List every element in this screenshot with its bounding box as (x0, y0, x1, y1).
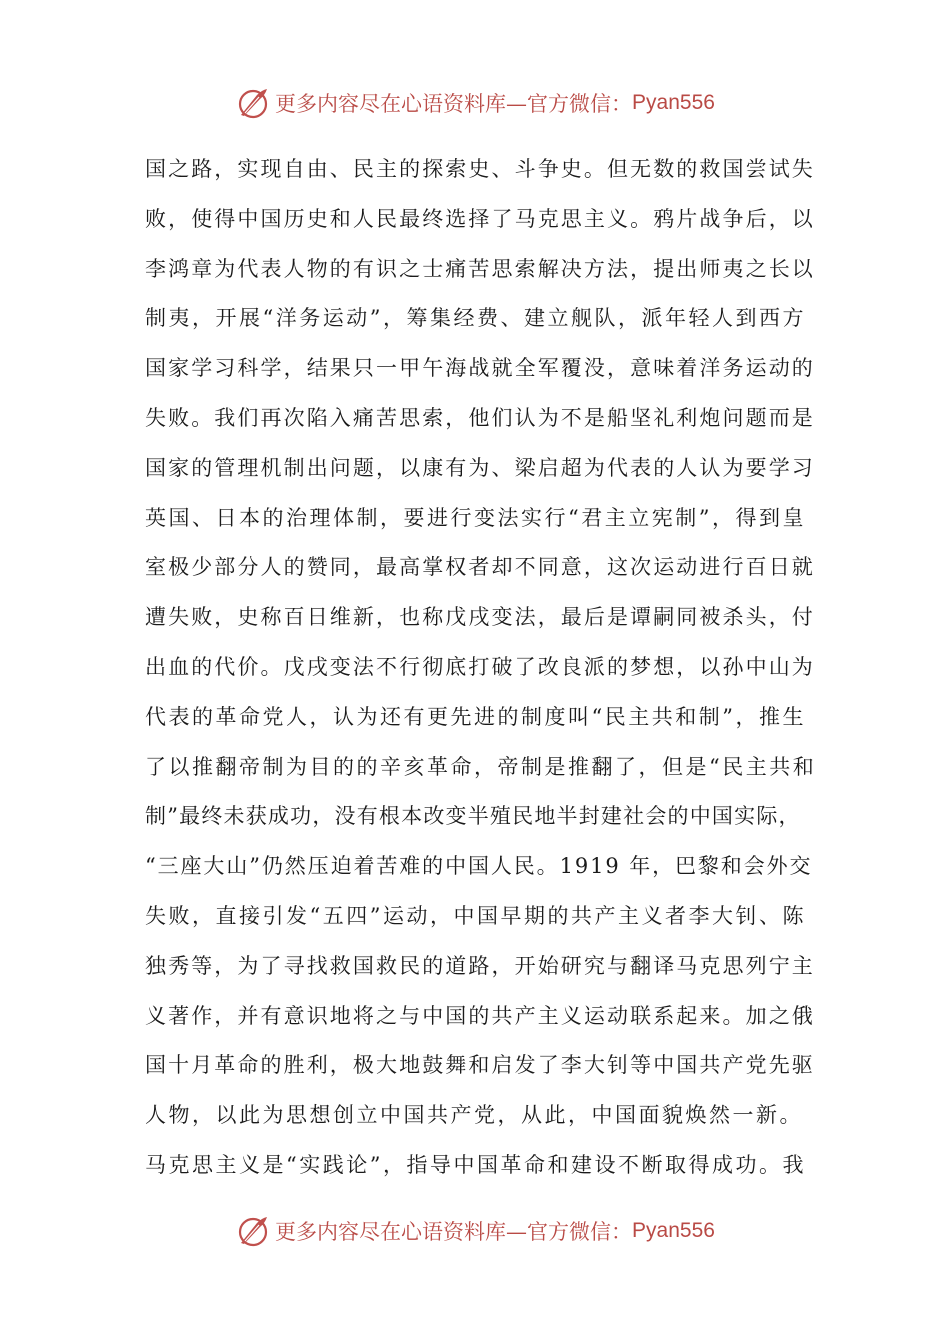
text-line: 人物，以此为思想创立中国共产党，从此，中国面貌焕然一新。 (145, 1103, 803, 1128)
text-line: 制”最终未获成功，没有根本改变半殖民地半封建社会的中国实际， (145, 804, 801, 829)
body-text (145, 145, 817, 1191)
banner-text: 更多内容尽在心语资料库—官方微信： (275, 1220, 633, 1244)
text-line: 出血的代价。戊戌变法不行彻底打破了改良派的梦想，以孙中山为 (145, 654, 815, 679)
text-line: “三座大山”仍然压迫着苦难的中国人民。1919 年，巴黎和会外交 (145, 854, 813, 879)
text-line: 失败，直接引发“五四”运动，中国早期的共产主义者李大钊、陈 (145, 903, 806, 928)
text-line: 李鸿章为代表人物的有识之士痛苦思索解决方法，提出师夷之长以 (145, 256, 815, 281)
text-line: 独秀等，为了寻找救国救民的道路，开始研究与翻译马克思列宁主 (145, 953, 815, 978)
text-line: 代表的革命党人，认为还有更先进的制度叫“民主共和制”，推生 (145, 704, 806, 729)
text-line: 遭失败，史称百日维新，也称戊戌变法，最后是谭嗣同被杀头，付 (145, 605, 815, 630)
quill-logo-icon (235, 1213, 271, 1249)
wechat-id: Pyan556 (632, 91, 715, 114)
text-line: 室极少部分人的赞同，最高掌权者却不同意，这次运动进行百日就 (145, 555, 815, 580)
text-line: 失败。我们再次陷入痛苦思索，他们认为不是船坚礼利炮问题而是 (145, 405, 815, 430)
text-line: 败，使得中国历史和人民最终选择了马克思主义。鸦片战争后，以 (145, 206, 815, 231)
banner-text: 更多内容尽在心语资料库—官方微信： (275, 92, 633, 116)
text-line: 制夷，开展“洋务运动”，筹集经费、建立舰队，派年轻人到西方 (145, 306, 806, 331)
wechat-id: Pyan556 (632, 1219, 715, 1242)
text-line: 国家学习科学，结果只一甲午海战就全军覆没，意味着洋务运动的 (145, 356, 815, 381)
footer-banner (0, 1209, 950, 1253)
quill-logo-icon (235, 85, 271, 121)
text-line: 国家的管理机制出问题，以康有为、梁启超为代表的人认为要学习 (145, 455, 815, 480)
text-line: 国之路，实现自由、民主的探索史、斗争史。但无数的救国尝试失 (145, 157, 815, 181)
header-banner (0, 81, 950, 125)
text-line: 义著作，并有意识地将之与中国的共产主义运动联系起来。加之俄 (145, 1003, 815, 1028)
text-line: 英国、日本的治理体制，要进行变法实行“君主立宪制”，得到皇 (145, 505, 806, 530)
text-line: 国十月革命的胜利，极大地鼓舞和启发了李大钊等中国共产党先驱 (145, 1053, 815, 1078)
text-line: 马克思主义是“实践论”，指导中国革命和建设不断取得成功。我 (145, 1152, 806, 1177)
text-line: 了以推翻帝制为目的的辛亥革命，帝制是推翻了，但是“民主共和 (145, 754, 817, 779)
